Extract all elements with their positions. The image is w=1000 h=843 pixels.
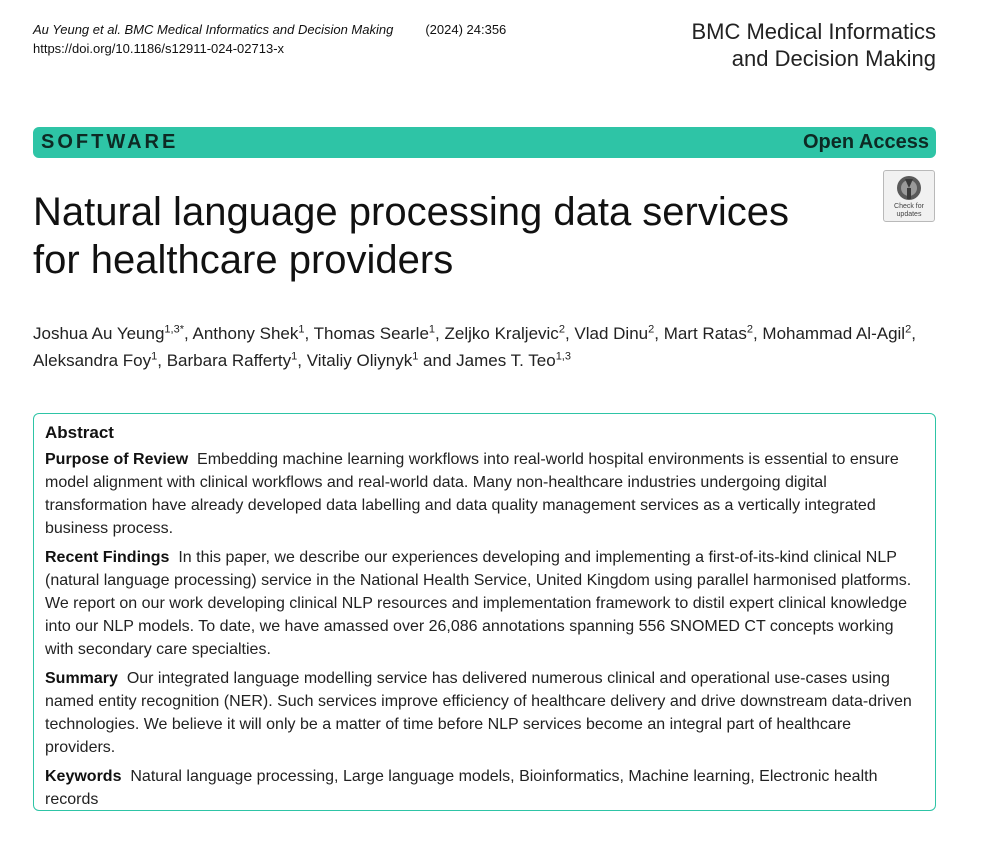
author-affiliation: 2 [746, 323, 753, 336]
abstract-purpose-text: Embedding machine learning workflows into real-world hospital environments is essential to ensure model alignment with clinical workflows and real-world data. Many non-healthcare industries undergoing digital transformation have already developed data labelling and data quality management services as a vertically integrated business process. [45, 451, 899, 537]
abstract-purpose-label: Purpose of Review [45, 451, 189, 468]
doi-link[interactable]: https://doi.org/10.1186/s12911-024-02713-x [33, 41, 285, 56]
author-name: Mart Ratas [663, 324, 747, 343]
abstract-box [33, 413, 936, 811]
author-name: Anthony Shek [192, 324, 299, 343]
author[interactable] [445, 324, 565, 343]
abstract-summary [45, 667, 923, 759]
author-separator: , [564, 324, 575, 343]
author-separator: , [184, 324, 193, 343]
author-separator: , [911, 324, 916, 343]
author[interactable] [762, 324, 911, 343]
author-name: Mohammad Al-Agil [762, 324, 906, 343]
author-separator: , [654, 324, 664, 343]
author-affiliation: 2 [905, 323, 912, 336]
author-affiliation: 1,3* [164, 323, 184, 336]
article-type: SOFTWARE [41, 131, 179, 153]
abstract-findings [45, 546, 923, 661]
author[interactable] [664, 324, 753, 343]
author-separator: , [752, 324, 763, 343]
author-affiliation: 1 [151, 350, 158, 363]
article-title [33, 188, 853, 284]
check-for-updates-line1: Check for [894, 203, 924, 210]
author-affiliation: 1 [291, 350, 298, 363]
journal-name [691, 18, 936, 72]
abstract-summary-text: Our integrated language modelling service has delivered numerous clinical and operational use-cases using named entity recognition (NER). Such services improve efficiency of healthcare delivery and drive downstream data-driven technologies. We believe it will only be a matter of time before NLP services become an integral part of healthcare providers. [45, 670, 912, 756]
author[interactable] [456, 351, 571, 370]
author-name: James T. Teo [456, 351, 556, 370]
author-name: Aleksandra Foy [33, 351, 152, 370]
article-title-line2: for healthcare providers [33, 238, 454, 282]
running-header-authors: Au Yeung et al. BMC Medical Informatics and Decision Making [33, 22, 394, 37]
author-affiliation: 1 [412, 350, 419, 363]
author[interactable] [167, 351, 298, 370]
author-separator: , [157, 351, 167, 370]
citation: (2024) 24:356 [425, 22, 507, 37]
abstract-findings-text: In this paper, we describe our experiences developing and implementing a first-of-its-kind clinical NLP (natural language processing) service in the National Health Service, United Kingdom using parallel harmonised platforms. We report on our work developing clinical NLP resources and implementation framework to distil expert clinical knowledge into our NLP models. To date, we have amassed over 26,086 annotations spanning 556 SNOMED CT concepts working with secondary care specialties. [45, 549, 912, 658]
author-affiliation: 1,3 [555, 350, 571, 363]
author-name: Joshua Au Yeung [33, 324, 165, 343]
author-name: Vlad Dinu [574, 324, 649, 343]
check-for-updates-text [894, 203, 924, 219]
author[interactable] [193, 324, 305, 343]
abstract-summary-label: Summary [45, 670, 118, 687]
author[interactable] [33, 351, 157, 370]
author-name: Vitaliy Oliynyk [306, 351, 413, 370]
article-title-line1: Natural language processing data services [33, 190, 789, 234]
author-separator: , [304, 324, 314, 343]
author-separator: and [418, 351, 457, 370]
author-name: Barbara Rafferty [166, 351, 292, 370]
section-banner [33, 127, 936, 158]
author-name: Zeljko Kraljevic [444, 324, 559, 343]
author-affiliation: 2 [648, 323, 655, 336]
journal-name-line2: and Decision Making [731, 46, 936, 71]
open-access-label: Open Access [803, 131, 929, 153]
check-for-updates-icon [896, 175, 922, 201]
author-affiliation: 2 [558, 323, 565, 336]
abstract-keywords-text: Natural language processing, Large language models, Bioinformatics, Machine learning, Electronic health records [45, 768, 878, 808]
abstract-findings-label: Recent Findings [45, 549, 170, 566]
abstract-purpose [45, 448, 923, 540]
check-for-updates-line2: updates [896, 211, 922, 218]
author-separator: , [297, 351, 307, 370]
author-separator: , [435, 324, 445, 343]
author[interactable] [307, 351, 419, 370]
author-name: Thomas Searle [313, 324, 429, 343]
author-affiliation: 1 [298, 323, 305, 336]
journal-name-line1: BMC Medical Informatics [691, 19, 936, 44]
author-list [33, 320, 943, 374]
abstract-heading: Abstract [45, 423, 114, 442]
check-for-updates-button[interactable] [883, 170, 935, 222]
author[interactable] [33, 324, 184, 343]
abstract-keywords [45, 765, 923, 811]
running-header [33, 20, 506, 58]
author[interactable] [574, 324, 654, 343]
author-affiliation: 1 [428, 323, 436, 336]
abstract-keywords-label: Keywords [45, 768, 122, 785]
author[interactable] [314, 324, 435, 343]
